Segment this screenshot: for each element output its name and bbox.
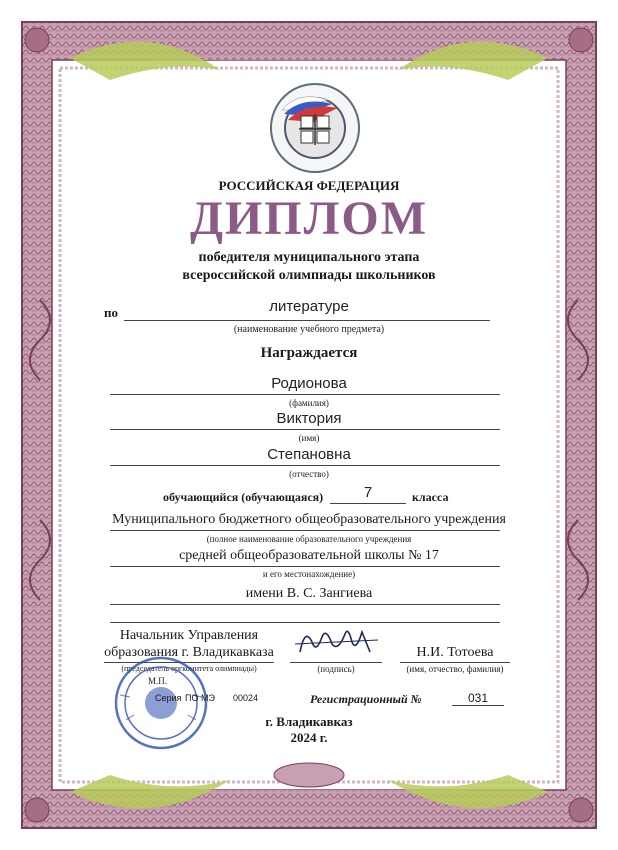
school-underline1: [110, 530, 500, 531]
country-name: РОССИЙСКАЯ ФЕДЕРАЦИЯ: [218, 178, 400, 193]
subtitle-line2: всероссийской олимпиады школьников: [182, 268, 436, 283]
patronymic-caption: (отчество): [289, 469, 329, 479]
registration-value: 031: [467, 691, 489, 705]
grade-value: 7: [363, 484, 373, 501]
position-line2: образования г. Владикавказа: [104, 645, 274, 660]
year-value: 2024: [290, 730, 317, 745]
school-line3: имени В. С. Зангиева: [245, 586, 373, 601]
registration-underline: [452, 705, 504, 706]
series-value: ПО МЭ: [185, 693, 215, 703]
subject-prefix: по: [104, 305, 118, 320]
olympiad-logo: [268, 80, 363, 175]
school-underline2: [110, 566, 500, 567]
name-value: Виктория: [276, 410, 342, 427]
year-suffix: г.: [319, 730, 328, 745]
subtitle-line1: победителя муниципального этапа: [198, 250, 420, 265]
year-line: [0, 730, 618, 746]
signer-underline: [400, 662, 510, 663]
grade-label-after: класса: [412, 490, 449, 504]
signature-mark: [290, 622, 385, 662]
subject-value: литературе: [269, 298, 349, 315]
diploma-title: ДИПЛОМ: [189, 192, 429, 245]
patronymic-value: Степановна: [267, 446, 351, 463]
signature-underline: [290, 662, 382, 663]
city: г. Владикавказ: [265, 714, 353, 729]
grade-underline: [330, 503, 406, 504]
school-underline3: [110, 604, 500, 605]
name-caption: (имя): [298, 433, 320, 443]
signer-name: Н.И. Тотоева: [416, 645, 494, 660]
subject-caption: (наименование учебного предмета): [233, 324, 385, 335]
signature-caption: (подпись): [317, 664, 355, 674]
awarded-label: Награждается: [260, 345, 358, 361]
registration-label: Регистрационный №: [310, 692, 422, 706]
position-caption: (председатель оргкомитета олимпиады): [121, 664, 257, 673]
subject-underline: [124, 320, 490, 321]
series-number: 00024: [233, 693, 259, 703]
name-underline: [110, 429, 500, 430]
mp-label: М.П.: [148, 676, 168, 686]
surname-underline: [110, 394, 500, 395]
patronymic-underline: [110, 465, 500, 466]
school-caption1: (полное наименование образовательного учреждения: [206, 534, 412, 544]
grade-label-before: обучающийся (обучающаяся): [163, 490, 324, 504]
school-line1: Муниципального бюджетного общеобразовательного учреждения: [112, 512, 506, 527]
position-line1: Начальник Управления: [119, 628, 259, 643]
signer-caption: (имя, отчество, фамилия): [406, 664, 504, 674]
surname-value: Родионова: [271, 375, 347, 392]
series-label: Серия: [155, 693, 182, 703]
school-line2: средней общеобразовательной школы № 17: [179, 548, 439, 563]
surname-caption: (фамилия): [289, 398, 329, 408]
school-caption2: и его местонахождение): [262, 569, 356, 579]
